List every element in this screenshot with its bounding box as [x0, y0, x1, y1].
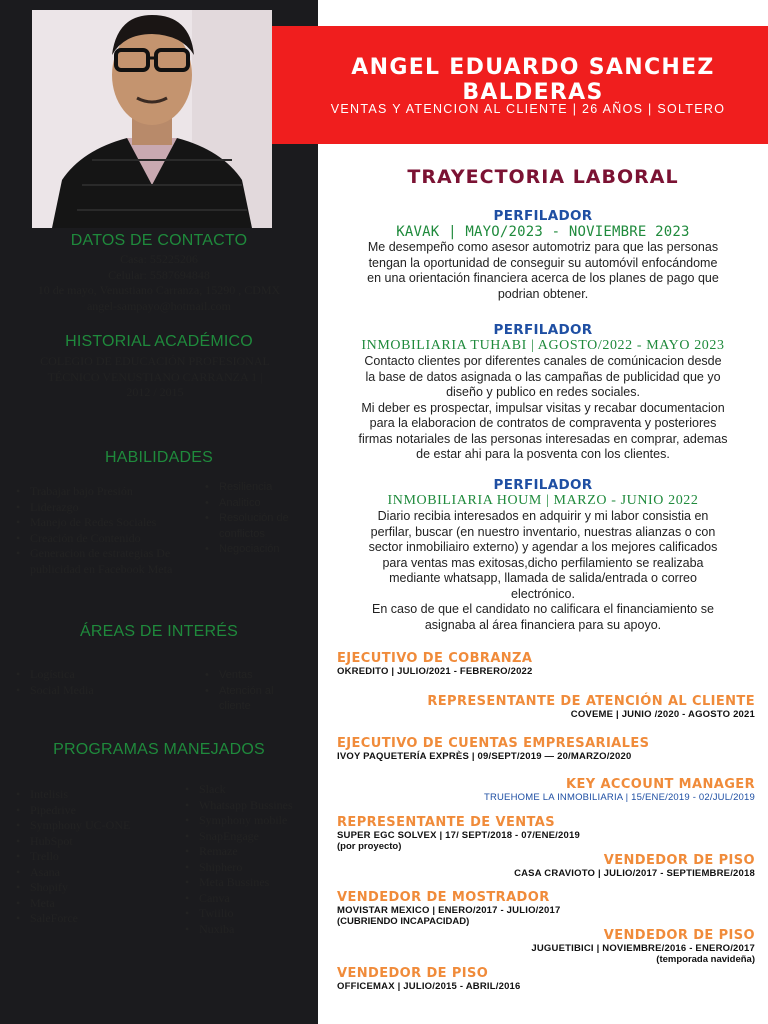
job-entry [330, 477, 756, 633]
skills-list-left [16, 484, 196, 577]
entry-title: VENDEDOR DE PISO [603, 853, 755, 868]
interests-title: ÁREAS DE INTERÉS [80, 623, 238, 640]
desc-line: Me desempeño como asesor automotriz para que las personas [367, 240, 719, 254]
list-item: • Pipedrive [16, 803, 186, 819]
list-item: • HubSpot [16, 834, 186, 850]
list-item: • Meta Bussines [185, 875, 315, 891]
academic-line: COLEGIO DE EDUCACIÓN PROFESIONAL [40, 354, 270, 368]
list-item: • Negociación [205, 542, 310, 558]
other-job-entry [337, 966, 521, 992]
entry-title: VENDEDOR DE PISO [603, 928, 755, 943]
list-item: • Manejo de Redes Sociales [16, 515, 196, 531]
programs-title: PROGRAMAS MANEJADOS [53, 741, 265, 758]
entry-detail: OFFICEMAX | JULIO/2015 - ABRIL/2016 [337, 981, 521, 992]
entry-detail: IVOY PAQUETERÍA EXPRÈS | 09/SEPT/2019 — 20/MARZO/2020 [337, 751, 632, 762]
other-job-entry [337, 736, 649, 762]
programs-list-left [16, 787, 186, 927]
desc-line: electrónico. [511, 586, 575, 601]
list-item: • Analitico [205, 496, 310, 512]
programs-list-right [185, 782, 315, 937]
desc-line: Contacto clientes por diferentes canales de comúnicacion desde [364, 354, 722, 368]
desc-line: para ventas mas exitosas,dicho perfilamiento se realizaba [382, 555, 704, 570]
list-item: • Liderazgo [16, 500, 196, 516]
list-item: • Asana [16, 865, 186, 881]
interests-list-right [205, 668, 295, 715]
entry-detail: OKREDITO | JULIO/2021 - FEBRERO/2022 [337, 666, 533, 677]
contact-info [0, 252, 318, 314]
job-entry [330, 208, 756, 302]
other-job-entry [427, 694, 755, 720]
academic-line: 2012 / 2015 [126, 385, 184, 399]
entry-detail: JUGUETIBICI | NOVIEMBRE/2016 - ENERO/2017 [531, 943, 755, 954]
list-item: • SnapEngage [185, 829, 315, 845]
list-item: • SaleForce [16, 911, 186, 927]
other-job-entry [337, 890, 560, 927]
profile-photo [32, 10, 272, 228]
list-item: • Twiilio [185, 906, 315, 922]
other-job-entry [531, 928, 755, 965]
desc-line: perfilar, buscar (en nuestro inventario, nuestras alianzas o con [370, 524, 716, 539]
entry-title: EJECUTIVO DE CUENTAS EMPRESARIALES [337, 736, 650, 751]
list-item: • Intelisis [16, 787, 186, 803]
entry-detail: COVEME | JUNIO /2020 - AGOSTO 2021 [570, 709, 755, 720]
list-item: • Resiliencia [205, 480, 310, 496]
other-job-entry [514, 853, 755, 879]
entry-title: REPRESENTANTE DE VENTAS [337, 815, 556, 830]
academic-title: HISTORIAL ACADÉMICO [65, 333, 253, 350]
list-item: • Symphony UC-ONE [16, 818, 186, 834]
entry-title: EJECUTIVO DE COBRANZA [337, 651, 533, 666]
job-company: INMOBILIARIA TUHABI | AGOSTO/2022 - MAYO 2023 [361, 338, 725, 353]
entry-detail: MOVISTAR MEXICO | ENERO/2017 - JULIO/2017 [337, 905, 561, 916]
job-role: PERFILADOR [493, 208, 593, 224]
desc-line: firmas notariales de las personas interesadas en comprar, ademas [358, 431, 728, 446]
academic-info [20, 354, 290, 401]
entry-title: VENDEDOR DE MOSTRADOR [337, 890, 550, 905]
list-item: • Nuxiba [185, 922, 315, 938]
academic-line: TÉCNICO VENUSTIANO CARRANZA 1 | [47, 369, 263, 384]
list-item: • Canva [185, 891, 315, 907]
list-item: • Resolución de conflictos [205, 511, 310, 542]
job-company: INMOBILIARIA HOUM | MARZO - JUNIO 2022 [387, 493, 699, 508]
other-job-entry [337, 815, 580, 852]
skills-list-right [205, 480, 310, 558]
candidate-name: ANGEL EDUARDO SANCHEZ BALDERAS [351, 55, 715, 105]
entry-note: (CUBRIENDO INCAPACIDAD) [337, 916, 470, 927]
other-job-entry [484, 777, 755, 803]
job-role: PERFILADOR [493, 477, 593, 493]
list-item: • Whatsapp Bussines [185, 798, 315, 814]
entry-detail: TRUEHOME LA INMOBILIARIA | 15/ENE/2019 - 02/JUL/2019 [483, 792, 755, 803]
list-item: • Generacion de estrategias De publicidad en Facebook Meta [16, 546, 196, 577]
list-item: • Social Media [16, 683, 196, 699]
job-role: PERFILADOR [493, 322, 593, 338]
contact-title: DATOS DE CONTACTO [70, 232, 248, 249]
list-item: • Ventas [205, 668, 295, 684]
other-job-entry [337, 651, 533, 677]
desc-line: para la elaboracion de contratos de compraventa y posteriores [369, 416, 717, 430]
skills-title: HABILIDADES [104, 449, 213, 466]
person-icon [32, 10, 272, 228]
desc-line: En caso de que el candidato no calificara el financiamiento se [372, 602, 714, 616]
desc-line: Diario recibia interesados en adquirir y mi labor consistia en [377, 509, 709, 523]
candidate-subtitle: VENTAS Y ATENCION AL CLIENTE | 26 AÑOS | SOLTERO [330, 102, 726, 116]
list-item: • Slack [185, 782, 315, 798]
job-description [330, 509, 756, 633]
desc-line: en una orientación financiera acerca de los planes de pago que [367, 271, 719, 285]
list-item: • Shopify [16, 880, 186, 896]
list-item: • Atención al cliente [205, 684, 295, 715]
desc-line: de estar ahi para la posventa con los clientes. [416, 447, 670, 461]
contact-phone-mobile: Celular: 5587694848 [108, 267, 210, 282]
desc-line: la base de datos asignada o las campañas de publicidad que yo [365, 369, 721, 384]
desc-line: mediante whatsapp, llamada de salida/entrada o correo [389, 571, 697, 585]
desc-line: sector inmobiliairo externo) y agendar a los mejores calificados [368, 540, 718, 554]
list-item: • Shiphero [185, 860, 315, 876]
list-item: • Trabajar bajo Presión [16, 484, 196, 500]
contact-phone-home: Casa: 55225206 [120, 252, 198, 266]
contact-address: 10 de mayo, Venustiano Carranza, 15290 , CDMX [37, 283, 281, 297]
list-item: • Remaze [185, 844, 315, 860]
desc-line: tengan la oportunidad de conseguir su automóvil enfocándome [368, 255, 718, 270]
desc-line: Mi deber es prospectar, impulsar visitas y recabar documentacion [361, 400, 725, 415]
desc-line: diseño y publico en redes sociales. [446, 385, 640, 399]
list-item: • Symphony mobile [185, 813, 315, 829]
entry-note: (por proyecto) [337, 841, 402, 852]
list-item: • Trello [16, 849, 186, 865]
list-item: • Meta [16, 896, 186, 912]
trajectory-title: TRAYECTORIA LABORAL [407, 166, 679, 188]
job-description [330, 354, 756, 463]
entry-title: KEY ACCOUNT MANAGER [565, 777, 755, 792]
desc-line: podrian obtener. [497, 286, 589, 301]
entry-title: REPRESENTANTE DE ATENCIÓN AL CLIENTE [427, 694, 755, 709]
job-entry [330, 322, 756, 463]
interests-list-left [16, 667, 196, 698]
desc-line: asignaba al área financiera para su apoyo. [424, 617, 662, 632]
list-item: • Logística [16, 667, 196, 683]
entry-title: VENDEDOR DE PISO [337, 966, 489, 981]
contact-email: angel-sampayo@hotmail.com [86, 298, 231, 313]
entry-detail: SUPER EGC SOLVEX | 17/ SEPT/2018 - 07/ENE/2019 [337, 830, 580, 841]
job-company: KAVAK | MAYO/2023 - NOVIEMBRE 2023 [396, 224, 690, 240]
entry-detail: CASA CRAVIOTO | JULIO/2017 - SEPTIEMBRE/2018 [514, 868, 755, 879]
list-item: • Creación de Contenido [16, 531, 196, 547]
job-description [330, 240, 756, 302]
entry-note: (temporada navideña) [656, 954, 755, 965]
